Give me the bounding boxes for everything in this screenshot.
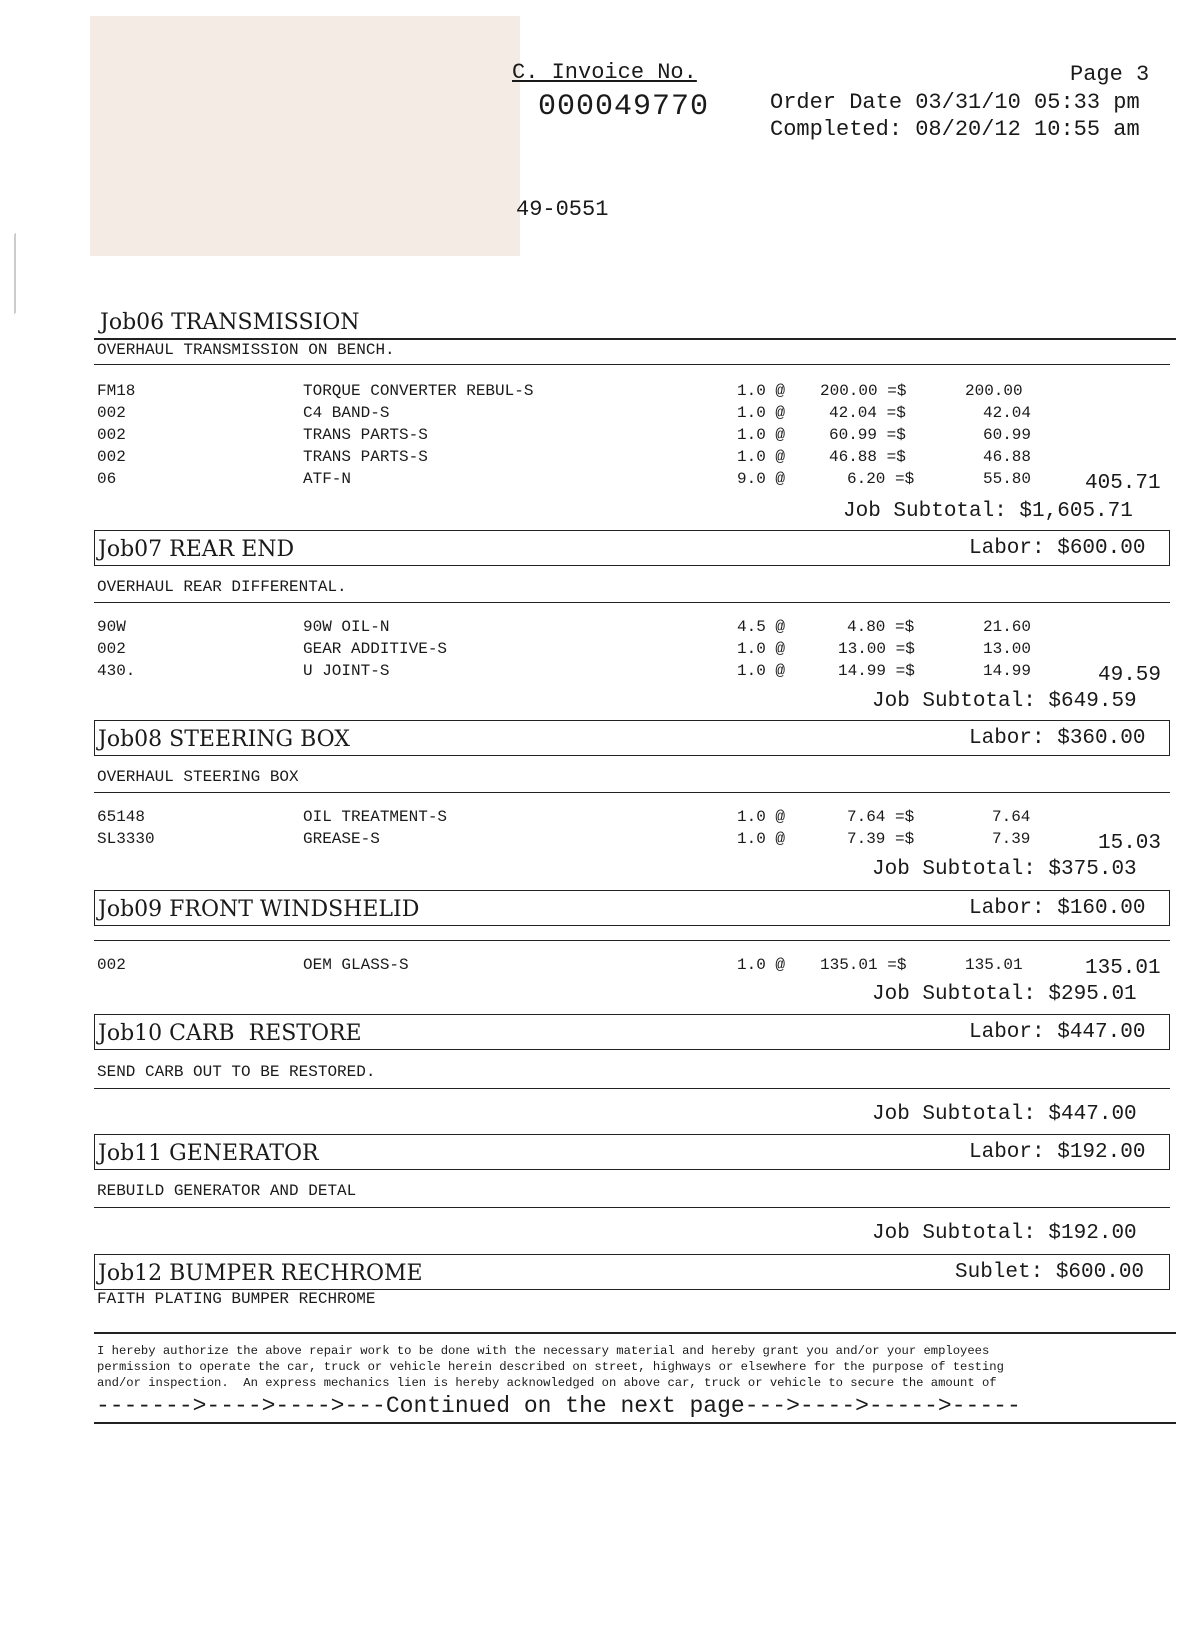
line-desc: GREASE-S [303,830,380,848]
line-amount: 7.64 [992,808,1031,826]
line-qty: 1.0 @ [737,956,786,974]
line-code: 002 [97,956,126,974]
line-price: 14.99 =$ [838,662,915,680]
line-desc: OIL TREATMENT-S [303,808,448,826]
invoice-number: 000049770 [538,90,710,124]
line-price: 60.99 =$ [829,426,906,444]
line-qty: 1.0 @ [737,808,786,826]
line-price: 42.04 =$ [829,404,906,422]
divider [94,602,1170,603]
line-desc: OEM GLASS-S [303,956,409,974]
job08-header-box [94,720,1170,756]
line-price: 135.01 =$ [820,956,907,974]
job10-labor: Labor: $447.00 [969,1021,1146,1044]
line-amount: 13.00 [983,640,1032,658]
line-amount: 60.99 [983,426,1032,444]
line-price: 13.00 =$ [838,640,915,658]
line-desc: TORQUE CONVERTER REBUL-S [303,382,534,400]
job07-desc: OVERHAUL REAR DIFFERENTAL. [97,578,347,596]
divider [94,792,1170,793]
legal-line-1: I hereby authorize the above repair work to be done with the necessary material and hereby grant you and/or your employees [97,1344,990,1358]
job10-header-box [94,1014,1170,1050]
completed-date: Completed: 08/20/12 10:55 am [770,117,1140,142]
line-amount: 42.04 [983,404,1032,422]
line-code: 002 [97,426,126,444]
line-qty: 1.0 @ [737,382,786,400]
line-desc: TRANS PARTS-S [303,426,428,444]
job12-title: Job12 BUMPER RECHROME [98,1261,423,1286]
line-code: 06 [97,470,117,488]
job06-parts-total: 405.71 [1085,472,1161,495]
page-fold [14,166,96,315]
footer-divider [94,1332,1176,1334]
job10-desc: SEND CARB OUT TO BE RESTORED. [97,1063,376,1081]
line-qty: 1.0 @ [737,662,786,680]
line-qty: 1.0 @ [737,426,786,444]
line-amount: 46.88 [983,448,1032,466]
line-qty: 1.0 @ [737,404,786,422]
line-amount: 21.60 [983,618,1032,636]
line-code: 002 [97,640,126,658]
job08-parts-total: 15.03 [1098,832,1162,855]
job07-subtotal: Job Subtotal: $649.59 [872,690,1137,713]
line-price: 6.20 =$ [847,470,915,488]
line-qty: 9.0 @ [737,470,786,488]
line-amount: 55.80 [983,470,1032,488]
job11-desc: REBUILD GENERATOR AND DETAL [97,1182,357,1200]
job07-title: Job07 REAR END [98,537,295,562]
continued-notice: ------->---->---->---Continued on the next page--->---->----->----- [96,1393,1021,1419]
job10-subtotal: Job Subtotal: $447.00 [872,1103,1137,1126]
line-qty: 4.5 @ [737,618,786,636]
line-code: 002 [97,448,126,466]
job06-title: Job06 TRANSMISSION [100,310,360,335]
line-amount: 135.01 [965,956,1023,974]
job11-subtotal: Job Subtotal: $192.00 [872,1222,1137,1245]
job09-parts-total: 135.01 [1085,957,1161,980]
phone-partial: 49-0551 [516,197,609,222]
line-price: 200.00 =$ [820,382,907,400]
job07-parts-total: 49.59 [1098,664,1162,687]
line-desc: ATF-N [303,470,352,488]
job08-desc: OVERHAUL STEERING BOX [97,768,299,786]
job11-labor: Labor: $192.00 [969,1141,1146,1164]
job11-title: Job11 GENERATOR [98,1141,319,1166]
job06-desc: OVERHAUL TRANSMISSION ON BENCH. [97,341,395,359]
job08-title: Job08 STEERING BOX [98,727,350,752]
job09-subtotal: Job Subtotal: $295.01 [872,983,1137,1006]
job07-labor: Labor: $600.00 [969,537,1146,560]
divider [94,940,1170,941]
invoice-label: C. Invoice No. [512,60,697,85]
line-desc: 90W OIL-N [303,618,390,636]
line-price: 46.88 =$ [829,448,906,466]
line-code: 90W [97,618,126,636]
line-code: FM18 [97,382,136,400]
line-desc: C4 BAND-S [303,404,390,422]
job12-header-box [94,1254,1170,1290]
line-qty: 1.0 @ [737,640,786,658]
line-desc: GEAR ADDITIVE-S [303,640,448,658]
line-amount: 14.99 [983,662,1032,680]
line-desc: U JOINT-S [303,662,390,680]
line-desc: TRANS PARTS-S [303,448,428,466]
job12-desc: FAITH PLATING BUMPER RECHROME [97,1290,376,1308]
line-amount: 7.39 [992,830,1031,848]
job06-subtotal: Job Subtotal: $1,605.71 [843,500,1133,523]
legal-line-3: and/or inspection. An express mechanics lien is hereby acknowledged on above car, truck or vehicle to secure the amount of [97,1376,997,1390]
job11-header-box [94,1134,1170,1170]
order-date: Order Date 03/31/10 05:33 pm [770,90,1140,115]
job08-subtotal: Job Subtotal: $375.03 [872,858,1137,881]
divider [94,1207,1170,1208]
job09-header-box [94,890,1170,926]
line-qty: 1.0 @ [737,448,786,466]
divider [94,1088,1170,1089]
line-code: 65148 [97,808,146,826]
job09-title: Job09 FRONT WINDSHELID [98,897,420,922]
divider [94,364,1170,365]
line-amount: 200.00 [965,382,1023,400]
line-price: 4.80 =$ [847,618,915,636]
line-code: 430. [97,662,136,680]
job07-header-box [94,530,1170,566]
job12-sublet: Sublet: $600.00 [955,1261,1145,1284]
line-code: 002 [97,404,126,422]
redacted-area [90,16,520,256]
line-price: 7.39 =$ [847,830,915,848]
line-qty: 1.0 @ [737,830,786,848]
job09-labor: Labor: $160.00 [969,897,1146,920]
line-price: 7.64 =$ [847,808,915,826]
job10-title: Job10 CARB RESTORE [98,1021,362,1046]
divider [94,338,1176,340]
footer-divider [94,1422,1176,1424]
line-code: SL3330 [97,830,155,848]
job08-labor: Labor: $360.00 [969,727,1146,750]
page-number: Page 3 [1070,62,1150,87]
legal-line-2: permission to operate the car, truck or vehicle herein described on street, highways or elsewhere for the purpose of testing [97,1360,1004,1374]
